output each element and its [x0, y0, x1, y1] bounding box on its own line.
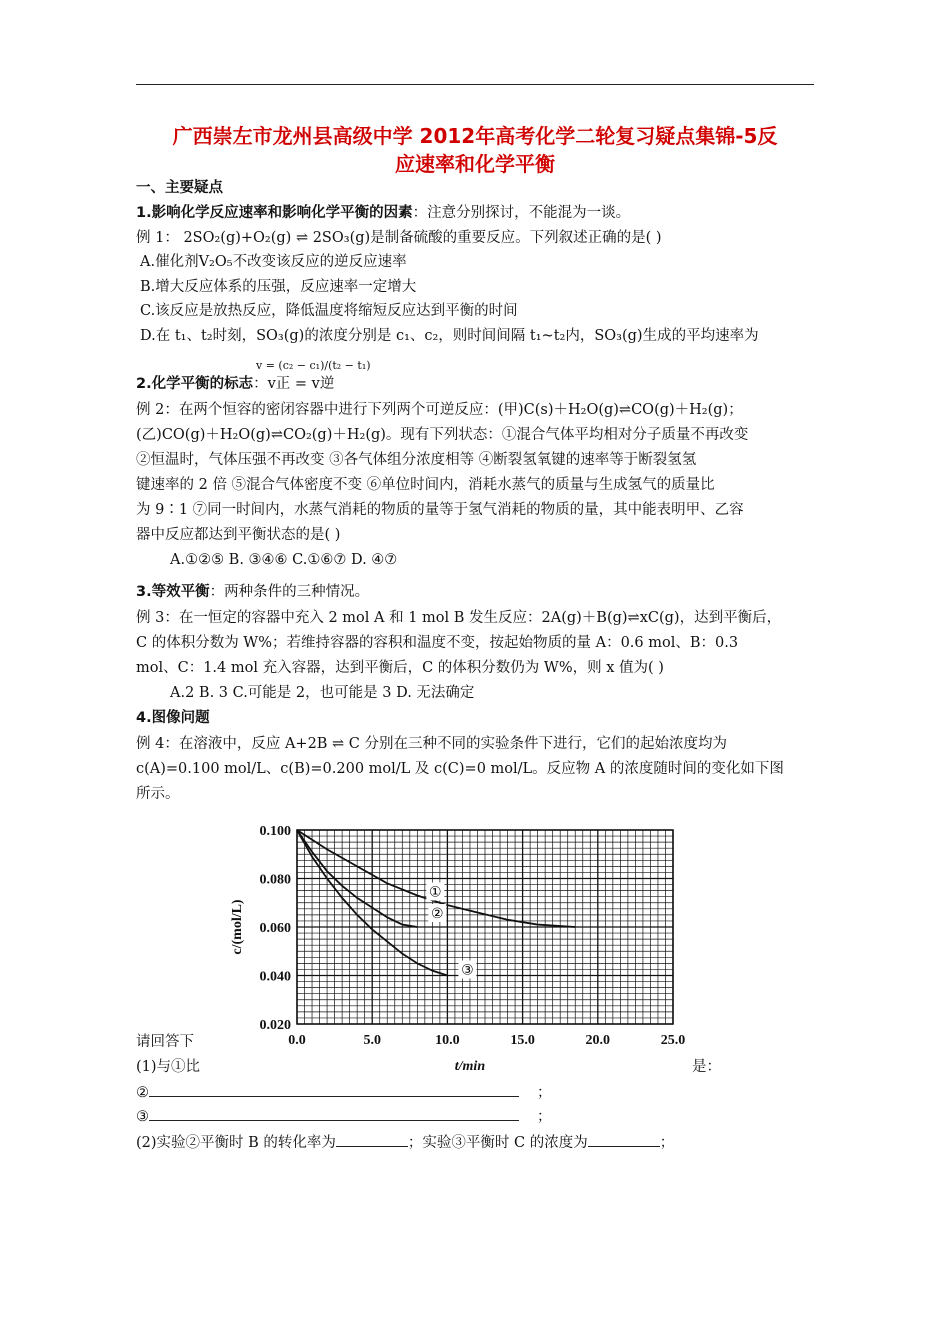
- part2-c: ；: [659, 1135, 675, 1151]
- q4-heading: 4.图像问题: [136, 710, 210, 726]
- q3-heading: [136, 582, 369, 602]
- chart-svg: [225, 812, 715, 1077]
- q3-head: 3.等效平衡: [136, 584, 210, 600]
- q2-line5: 为 9∶1 ⑦同一时间内，水蒸气消耗的物质的量等于氢气消耗的物质的量，其中能表明甲、乙容: [136, 502, 744, 518]
- blank-3[interactable]: [149, 1106, 519, 1121]
- q4-part2: [136, 1132, 674, 1153]
- series-label: ③: [461, 962, 474, 979]
- q3-line2: C 的体积分数为 W%；若维持容器的容积和温度不变，按起始物质的量 A：0.6 mol、B：0.3: [136, 635, 739, 651]
- q2-heading: [136, 374, 334, 394]
- blank-b-conversion[interactable]: [336, 1132, 408, 1147]
- q2-tail: ：v正 = v逆: [253, 376, 335, 392]
- y-tick-label: 0.040: [259, 969, 291, 985]
- q2-line2: (乙)CO(g)＋H₂O(g)⇌CO₂(g)＋H₂(g)。现有下列状态：①混合气体平均相对分子质量不再改变: [136, 427, 749, 443]
- y-tick-label: 0.020: [259, 1018, 291, 1033]
- q4-line3: 所示。: [136, 786, 180, 802]
- q1-example: 例 1： 2SO₂(g)+O₂(g) ⇌ 2SO₃(g)是制备硫酸的重要反应。下列叙述正确的是( ): [136, 230, 662, 246]
- y-axis-label: c/(mol/L): [230, 899, 245, 955]
- doc-title-line1: 广西崇左市龙州县高级中学 2012年高考化学二轮复习疑点集锦-5反: [172, 124, 778, 148]
- semicolon-2: ；: [537, 1085, 552, 1101]
- x-tick-label: 5.0: [363, 1033, 381, 1048]
- q1-tail: ：注意分别探讨，不能混为一谈。: [412, 205, 631, 221]
- doc-title-line2: 应速率和化学平衡: [395, 152, 555, 176]
- concentration-chart: [225, 812, 715, 1077]
- q3-line3: mol、C：1.4 mol 充入容器，达到平衡后，C 的体积分数仍为 W%，则 x 值为( ): [136, 660, 664, 676]
- q4-part1: (1)与①比: [136, 1059, 201, 1075]
- q1-option-a: A.催化剂V₂O₅不改变该反应的逆反应速率: [140, 254, 407, 270]
- semicolon-3: ；: [537, 1109, 552, 1125]
- series-label: ②: [431, 906, 444, 922]
- q1-option-d: D.在 t₁、t₂时刻，SO₃(g)的浓度分别是 c₁、c₂，则时间间隔 t₁~t₂内，SO₃(g)生成的平均速率为: [140, 328, 759, 344]
- top-rule: [136, 84, 814, 85]
- part2-b: ；实验③平衡时 C 的浓度为: [407, 1135, 588, 1151]
- x-tick-label: 20.0: [585, 1033, 611, 1048]
- q4-line1: 例 4：在溶液中，反应 A+2B ⇌ C 分别在三种不同的实验条件下进行，它们的起始浓度均为: [136, 736, 728, 752]
- blank-2[interactable]: [149, 1082, 519, 1097]
- x-tick-label: 10.0: [435, 1033, 460, 1048]
- q2-options: A.①②⑤ B. ③④⑥ C.①⑥⑦ D. ④⑦: [170, 552, 398, 568]
- answer-line-2: [136, 1082, 552, 1103]
- series-label: ①: [429, 884, 442, 901]
- q2-head: 2.化学平衡的标志: [136, 376, 254, 392]
- q3-options: A.2 B. 3 C.可能是 2，也可能是 3 D. 无法确定: [170, 685, 475, 701]
- x-tick-label: 25.0: [660, 1033, 686, 1048]
- q4-part1-end: 是：: [692, 1059, 721, 1075]
- section-heading: 一、主要疑点: [136, 180, 223, 196]
- q3-line1: 例 3：在一恒定的容器中充入 2 mol A 和 1 mol B 发生反应：2A(g)＋B(g)⇌xC(g)，达到平衡后，: [136, 610, 782, 626]
- q4-line2: c(A)=0.100 mol/L、c(B)=0.200 mol/L 及 c(C)=0 mol/L。反应物 A 的浓度随时间的变化如下图: [136, 761, 784, 777]
- x-tick-label: 0.0: [288, 1033, 306, 1048]
- q1-option-b: B.增大反应体系的压强，反应速率一定增大: [140, 279, 417, 295]
- q2-line1: 例 2：在两个恒容的密闭容器中进行下列两个可逆反应：(甲)C(s)＋H₂O(g)⇌CO(g)＋H₂(g)；: [136, 402, 743, 418]
- marker-3: ③: [136, 1109, 149, 1125]
- q1-option-c: C.该反应是放热反应，降低温度将缩短反应达到平衡的时间: [140, 303, 518, 319]
- q2-line3: ②恒温时，气体压强不再改变 ③各气体组分浓度相等 ④断裂氢氧键的速率等于断裂氢氢: [136, 452, 697, 468]
- rate-formula: v = (c₂ − c₁)/(t₂ − t₁): [256, 359, 371, 372]
- q1-head: 1.影响化学反应速率和影响化学平衡的因素: [136, 205, 413, 221]
- q2-line6: 器中反应都达到平衡状态的是( ): [136, 527, 341, 543]
- marker-2: ②: [136, 1085, 149, 1101]
- q4-ask: 请回答下: [136, 1034, 194, 1050]
- y-tick-label: 0.080: [259, 872, 291, 888]
- x-tick-label: 15.0: [510, 1033, 535, 1048]
- q3-tail: ：两种条件的三种情况。: [209, 584, 370, 600]
- y-tick-label: 0.100: [259, 824, 291, 839]
- x-axis-label: t/min: [454, 1059, 486, 1074]
- q1-heading: [136, 203, 630, 223]
- y-tick-label: 0.060: [259, 921, 291, 936]
- blank-c-concentration[interactable]: [588, 1132, 660, 1147]
- part2-a: (2)实验②平衡时 B 的转化率为: [136, 1135, 336, 1151]
- answer-line-3: [136, 1106, 552, 1127]
- q2-line4: 键速率的 2 倍 ⑤混合气体密度不变 ⑥单位时间内，消耗水蒸气的质量与生成氢气的质量比: [136, 477, 715, 493]
